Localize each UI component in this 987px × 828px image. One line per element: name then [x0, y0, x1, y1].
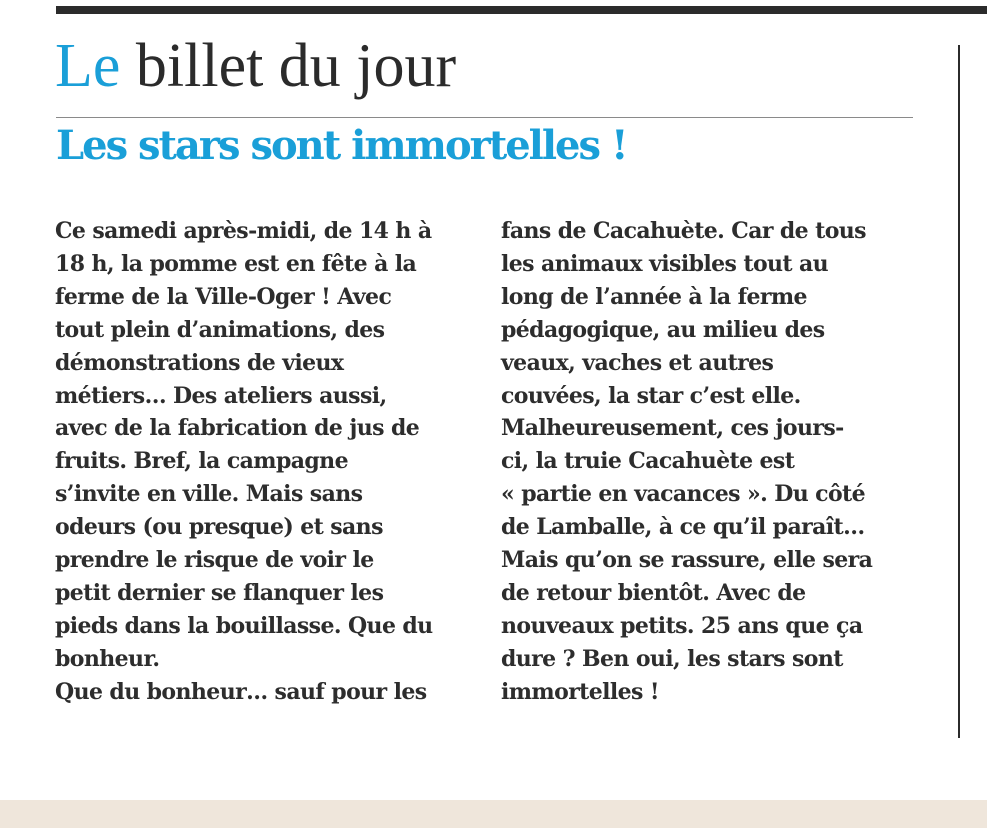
body-line: nouveaux petits. 25 ans que ça	[501, 612, 863, 639]
body-line: fruits. Bref, la campagne	[55, 448, 348, 475]
column-divider-rule	[958, 45, 960, 738]
body-line: les animaux visibles tout au	[501, 250, 829, 277]
body-line: Ce samedi après-midi, de 14 h à	[55, 218, 432, 244]
body-line: fans de Cacahuète. Car de tous	[501, 218, 866, 244]
body-line: Malheureusement, ces jours-	[501, 415, 844, 442]
body-line: démonstrations de vieux	[55, 349, 344, 376]
body-line: avec de la fabrication de jus de	[55, 415, 420, 442]
body-line: ci, la truie Cacahuète est	[501, 448, 795, 475]
rubric-title-accent: Le	[55, 32, 121, 100]
rubric-title-rest: billet du jour	[120, 32, 457, 100]
body-line: couvées, la star c’est elle.	[501, 382, 801, 409]
footer-band	[0, 800, 987, 828]
body-line: immortelles !	[501, 678, 659, 705]
body-line: tout plein d’animations, des	[55, 316, 385, 343]
body-line: ferme de la Ville-Oger ! Avec	[55, 283, 392, 310]
body-line: Mais qu’on se rassure, elle sera	[501, 547, 873, 574]
body-line: Que du bonheur… sauf pour les	[55, 678, 427, 705]
body-line: pieds dans la bouillasse. Que du	[55, 612, 433, 639]
body-line: de Lamballe, à ce qu’il paraît…	[501, 514, 865, 541]
body-line: « partie en vacances ». Du côté	[501, 481, 866, 508]
article-headline: Les stars sont immortelles !	[56, 122, 627, 169]
body-line: s’invite en ville. Mais sans	[55, 481, 363, 508]
body-line: dure ? Ben oui, les stars sont	[501, 645, 843, 672]
body-line: bonheur.	[55, 645, 160, 672]
body-line: long de l’année à la ferme	[501, 283, 807, 310]
top-rule	[56, 6, 987, 14]
body-line: prendre le risque de voir le	[55, 547, 374, 574]
body-line: métiers… Des ateliers aussi,	[55, 382, 387, 409]
body-line: veaux, vaches et autres	[501, 349, 774, 376]
body-line: odeurs (ou presque) et sans	[55, 514, 383, 541]
article-column-2	[501, 215, 921, 709]
body-line: de retour bientôt. Avec de	[501, 579, 806, 606]
body-line: petit dernier se flanquer les	[55, 579, 384, 606]
body-line: pédagogique, au milieu des	[501, 316, 825, 343]
body-line: 18 h, la pomme est en fête à la	[55, 250, 417, 277]
article-column-1	[55, 215, 475, 709]
rubric-title	[55, 30, 456, 102]
